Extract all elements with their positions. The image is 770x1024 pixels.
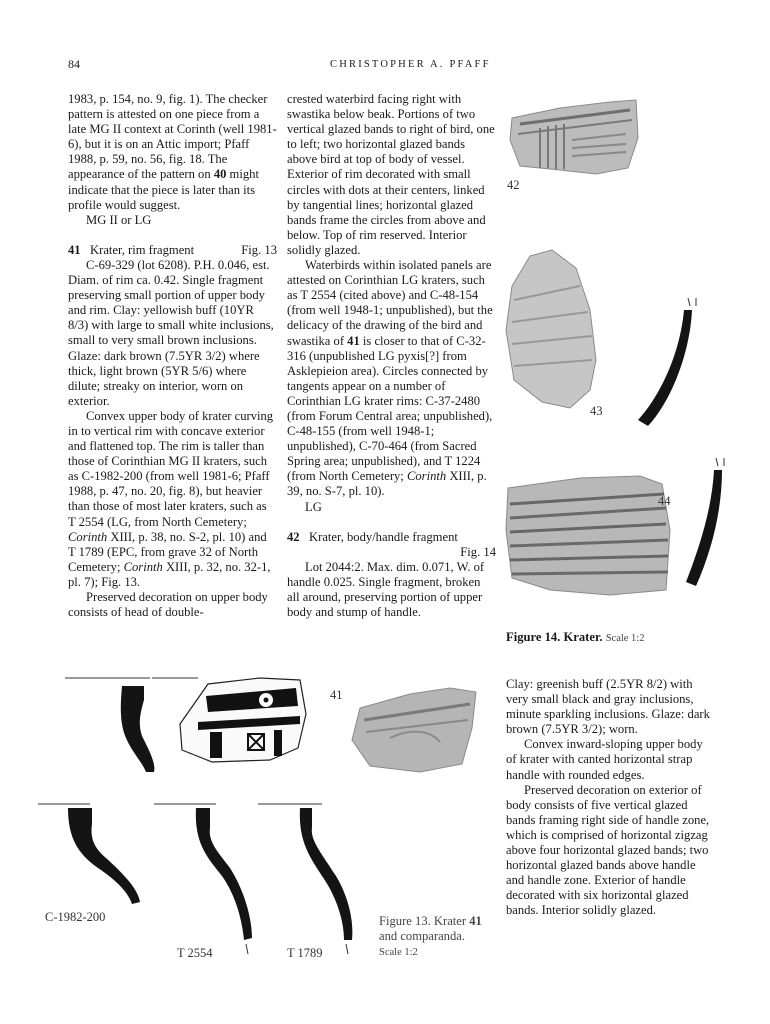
figure-14-caption: Figure 14. Krater. Scale 1:2 [506,630,645,644]
figure-14-plates [500,90,730,650]
paragraph: crested waterbird facing right with swastika below beak. Portions of two vertical glazed bands to right of bird, one to left; two horizontal glazed bands above bird at top of body of vessel. Exterior of rim decorated with small circles with dots at their centers, linked by tangential lines; horizontal glazed bands frame the circles from above and below. Top of rim reserved. Interior solidly glazed. [287,92,495,257]
paragraph: Waterbirds within isolated panels are attested on Corinthian LG kraters, such as T 2554 (cited above) and C-48-154 (from well 1948-1; unpublished), but the delicacy of the drawing of the bird and swastika of 41 is closer to that of C-32-316 (unpublished LG pyxis[?] from Asklepieion area). Circles connected by tangents appear on a number of Corinthian LG krater rims: C-37-2480 (from Forum Central area; unpublished), C-48-155 (from well 1948-1; unpublished), C-70-464 (from Sacred Spring area; unpublished), and T 1224 (from North Cemetery; Corinth XIII, p. 39, no. S-7, pl. 10). [287,258,493,499]
sherd-44-profile [686,458,724,586]
catalog-entry-42-description: Lot 2044:2. Max. dim. 0.071, W. of handle 0.025. Single fragment, broken all around, preserving portion of upper body and stump of handle. [287,559,485,620]
text-column-2 [287,92,496,620]
paragraph: Preserved decoration on upper body consists of head of double- [68,590,268,620]
figure-label-43: 43 [590,404,603,418]
figure-label-t-2554: T 2554 [177,946,213,960]
catalog-entry-42-fig: Fig. 14 [460,544,496,559]
catalog-entry-42-heading: 42 Krater, body/handle fragment [287,529,458,544]
catalog-entry-41-description: C-69-329 (lot 6208). P.H. 0.046, est. Diam. of rim ca. 0.42. Single fragment preserving small portion of upper body and rim. Clay: yellowish buff (10YR 8/3) with large to small white inclusions, small to very small brown inclusions. Glaze: dark brown (7.5YR 3/2) where thick, light brown (5YR 5/6) where dilute; streaky on interior, worn on exterior. [68,257,274,408]
text-column-3 [506,677,710,919]
catalog-entry-41-heading: 41 Krater, rim fragment Fig. 13 [68,242,277,257]
drawing-41 [152,678,306,762]
figure-label-41: 41 [330,688,343,702]
profile-t-2554 [154,804,252,954]
profile-41 [65,678,154,772]
sherd-43-profile [638,298,696,426]
sherd-42-photo [510,100,638,174]
text-column-1 [68,92,277,620]
paragraph: 1983, p. 154, no. 9, fig. 1). The checker pattern is attested on one piece from a late MG II context at Corinth (well 1981-6), but it is on an Attic import; Pfaff 1988, p. 59, no. 56, fig. 18. The appearance of the pattern on 40 might indicate that the piece is later than its profile would suggest. [68,92,277,212]
paragraph: Convex inward-sloping upper body of krater with canted horizontal strap handle with rounded edges. [506,737,703,782]
date-line: MG II or LG [86,212,152,227]
figure-label-44: 44 [658,494,671,508]
profile-t-1789 [258,804,352,954]
date-line: LG [305,499,322,514]
paragraph: Convex upper body of krater curving in to vertical rim with concave exterior and flattened top. The rim is taller than those of Corinthian MG II kraters, such as C-1982-200 (from well 1981-6; Pfaff 1988, p. 47, no. 20, fig. 8), but heavier than those of most later kraters, such as T 2554 (LG, from North Cemetery; Corinth XIII, p. 38, no. S-2, pl. 10) and T 1789 (EPC, from grave 32 of North Cemetery; Corinth XIII, p. 32, no. 32-1, pl. 7); Fig. 13. [68,408,274,589]
figure-label-c-1982-200: C-1982-200 [45,910,106,924]
photo-41 [352,688,476,772]
profile-c-1982-200 [38,804,140,904]
page-number: 84 [68,57,80,71]
paragraph: Preserved decoration on exterior of body consists of five vertical glazed bands framing right side of handle zone, which is comprised of horizontal zigzag above four horizontal glazed bands; two horizontal glazed bands above handle and handle zone. Exterior of handle decorated with six horizontal glazed bands. Interior solidly glazed. [506,782,710,918]
figure-label-42: 42 [507,178,520,192]
running-head: CHRISTOPHER A. PFAFF [330,59,491,70]
sherd-44-photo [506,476,670,595]
sherd-43-photo [506,250,596,408]
paragraph: Clay: greenish buff (2.5YR 8/2) with very small black and gray inclusions, minute sparkling inclusions. Glaze: dark brown (7.5YR 3/2); worn. [506,677,710,737]
figure-13-caption: Figure 13. Krater 41 and comparanda. Scale 1:2 [379,914,482,958]
figure-label-t-1789: T 1789 [287,946,323,960]
